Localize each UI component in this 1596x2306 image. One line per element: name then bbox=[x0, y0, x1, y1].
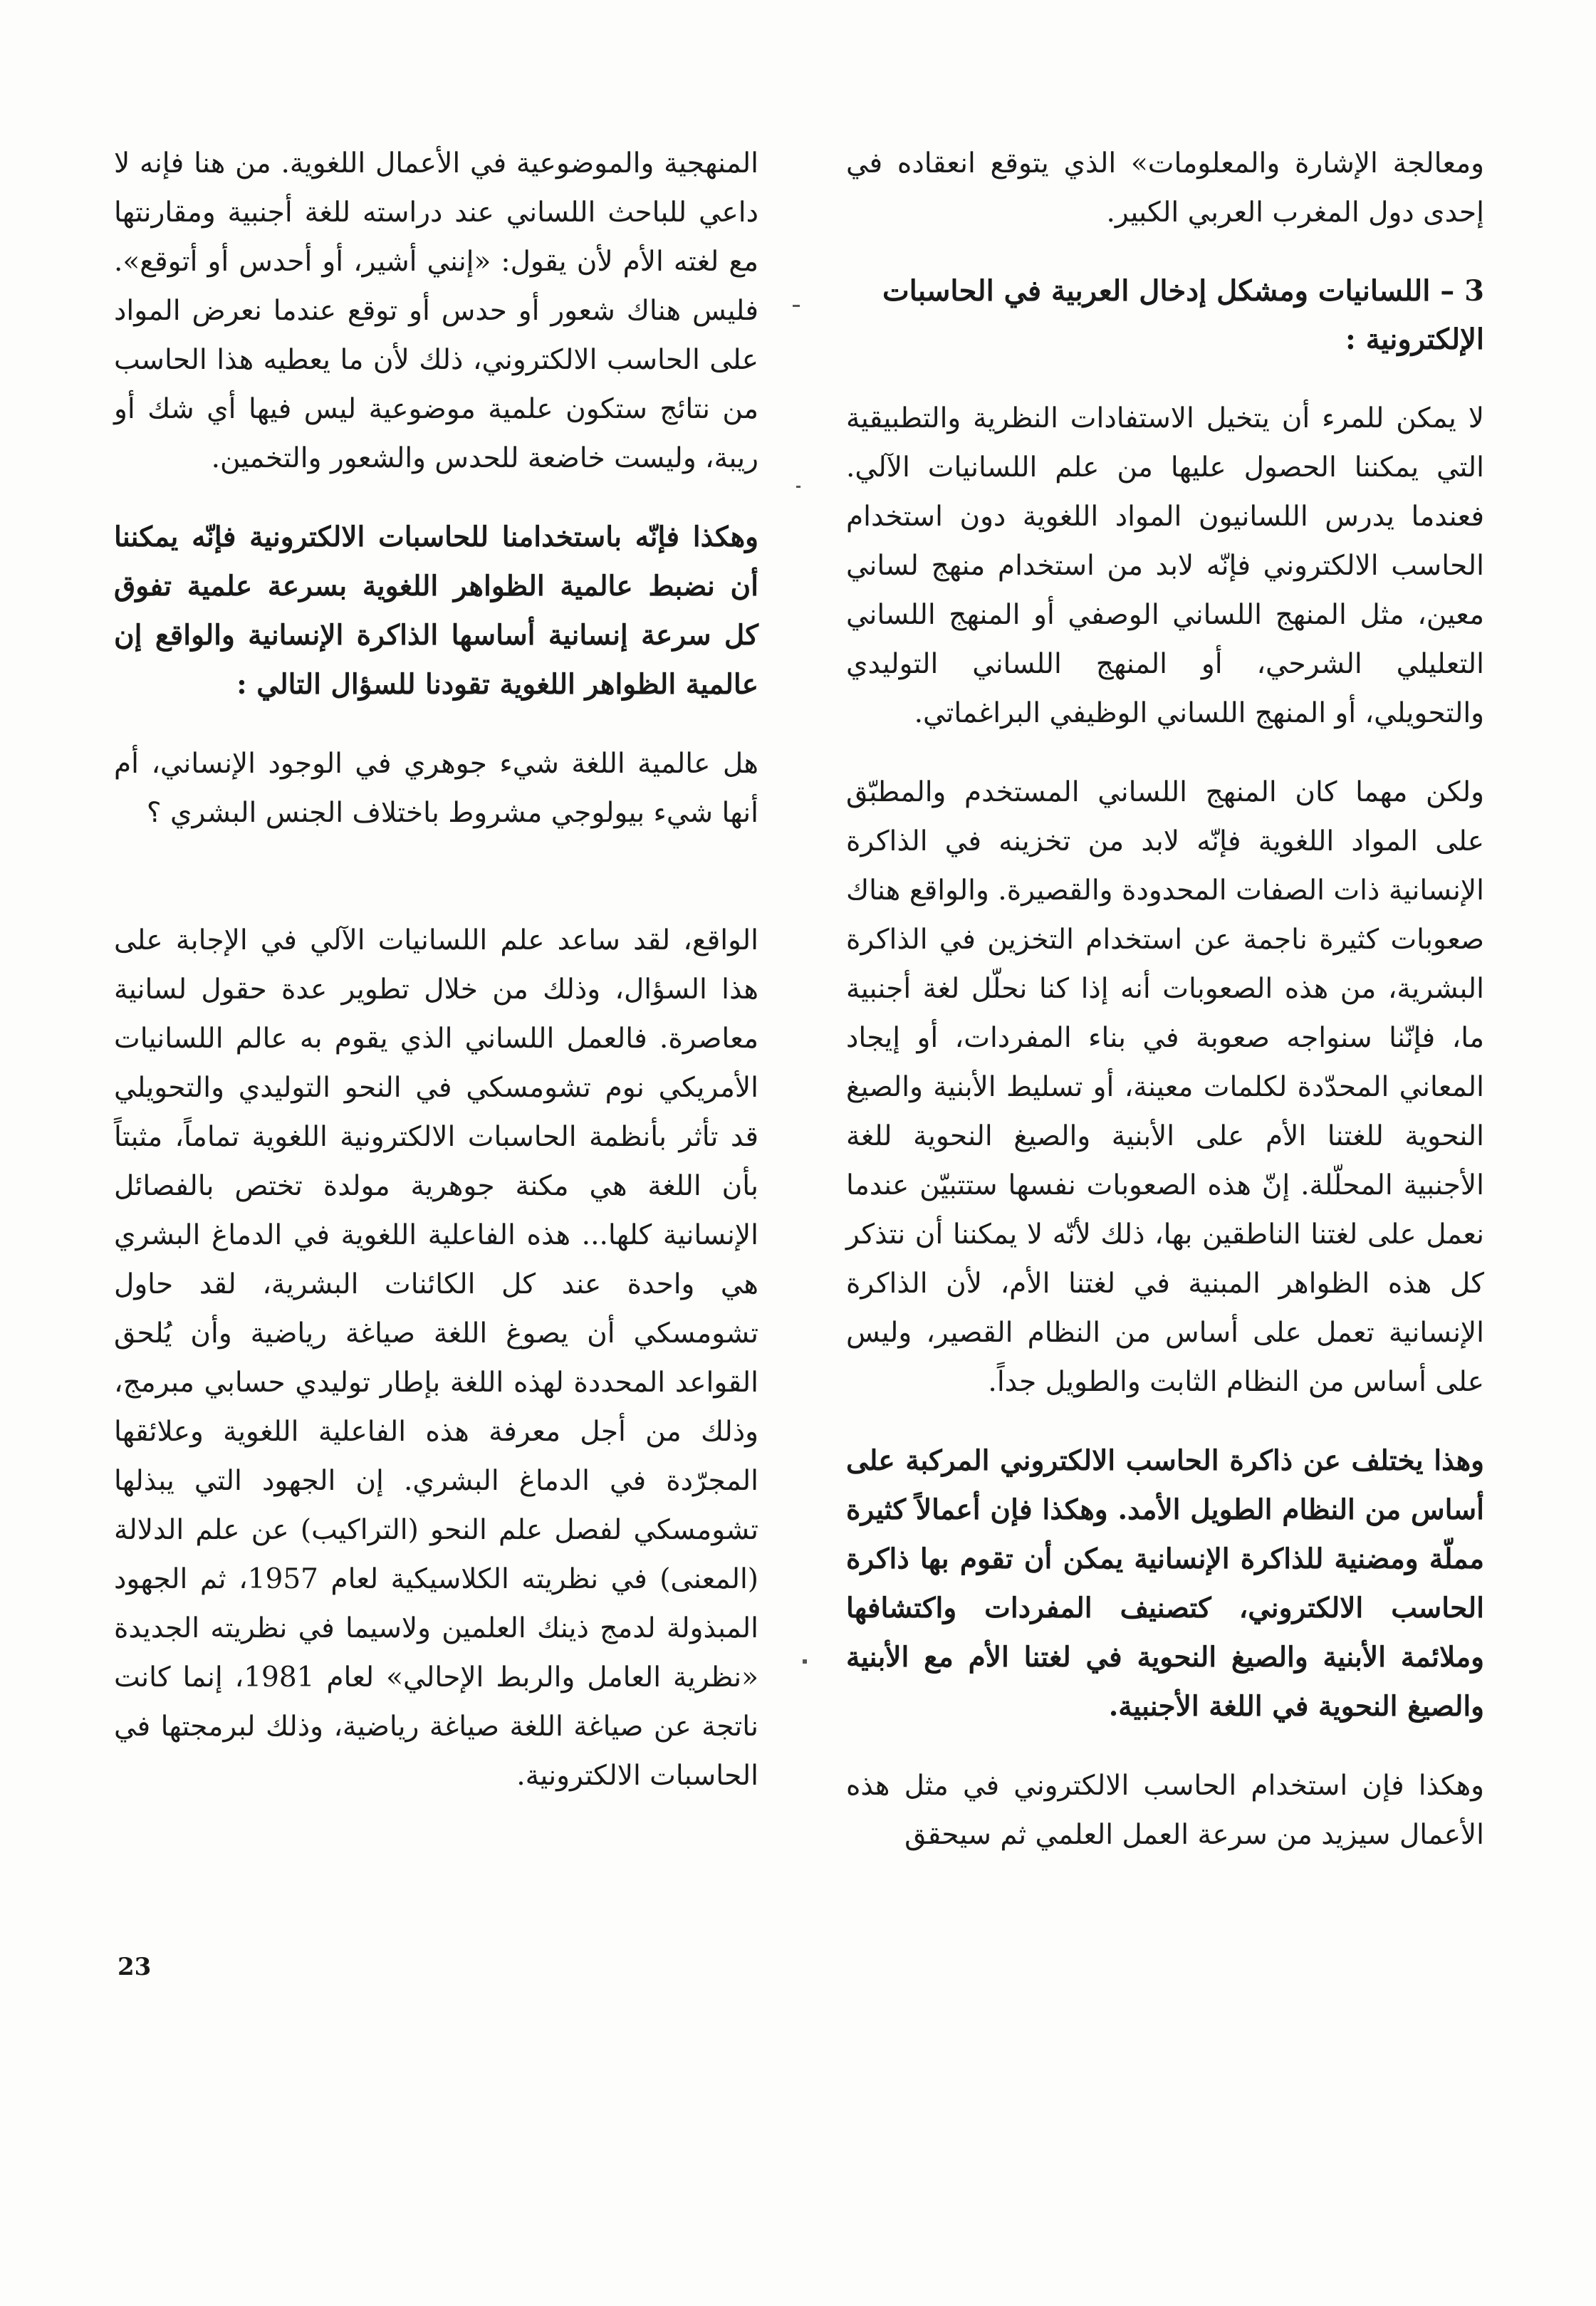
left-paragraph-2: وهكذا فإنّه باستخدامنا للحاسبات الالكترونية فإنّه يمكننا أن نضبط عالمية الظواهر اللغوية بسرعة علمية تفوق كل سرعة إنسانية أساسها الذاكرة الإنسانية والواقع إن عالمية الظواهر اللغوية تقودنا للسؤال التالي : bbox=[114, 521, 758, 701]
page-number: 23 bbox=[118, 1953, 152, 1981]
scan-speck bbox=[796, 486, 800, 488]
left-column bbox=[114, 139, 758, 1830]
right-column bbox=[846, 139, 1484, 1889]
left-paragraph-1: المنهجية والموضوعية في الأعمال اللغوية. من هنا فإنه لا داعي للباحث اللساني عند دراسته للغة أجنبية ومقارنتها مع لغته الأم لأن يقول: «إنني أشير، أو أحدس أو أتوقع». فليس هناك شعور أو حدس أو توقع عندما نعرض المواد على الحاسب الالكتروني، ذلك لأن ما يعطيه هذا الحاسب من نتائج ستكون علمية موضوعية ليس فيها أي شك أو ريبة، وليست خاضعة للحدس والشعور والتخمين. bbox=[114, 147, 758, 474]
left-paragraph-3: الواقع، لقد ساعد علم اللسانيات الآلي في الإجابة على هذا السؤال، وذلك من خلال تطوير عدة حقول لسانية معاصرة. فالعمل اللساني الذي يقوم به عالم اللسانيات الأمريكي نوم تشومسكي في النحو التوليدي والتحويلي قد تأثر بأنظمة الحاسبات الالكترونية اللغوية تماماً، مثبتاً بأن اللغة هي مكنة جوهرية مولدة تختص بالفصائل الإنسانية كلها... هذه الفاعلية اللغوية في الدماغ البشري هي واحدة عند كل الكائنات البشرية، لقد حاول تشومسكي أن يصوغ اللغة صياغة رياضية وأن يُلحق القواعد المحددة لهذه اللغة بإطار توليدي حسابي مبرمج، وذلك من أجل معرفة هذه الفاعلية اللغوية وعلائقها المجرّدة في الدماغ البشري. إن الجهود التي يبذلها تشومسكي لفصل علم النحو (التراكيب) عن علم الدلالة (المعنى) في نظريته الكلاسيكية لعام 1957، ثم الجهود المبذولة لدمج ذينك العلمين ولاسيما في نظريته الجديدة «نظرية العامل والربط الإحالي» لعام 1981، إنما كانت ناتجة عن صياغة اللغة صياغة رياضية، وذلك لبرمجتها في الحاسبات الالكترونية. bbox=[114, 924, 759, 1792]
right-paragraph-3: ولكن مهما كان المنهج اللساني المستخدم والمطبّق على المواد اللغوية فإنّه لابد من تخزينه في الذاكرة الإنسانية ذات الصفات المحدودة والقصيرة. والواقع هناك صعوبات كثيرة ناجمة عن استخدام التخزين في الذاكرة البشرية، من هذه الصعوبات أنه إذا كنا نحلّل لغة أجنبية ما، فإنّنا سنواجه صعوبة في بناء المفردات، أو إيجاد المعاني المحدّدة لكلمات معينة، أو تسليط الأبنية والصيغ النحوية للغتنا الأم على الأبنية والصيغ النحوية للغة الأجنبية المحلّلة. إنّ هذه الصعوبات نفسها ستتبيّن عندما نعمل على لغتنا الناطقين بها، ذلك لأنّه لا يمكننا أن نتذكر كل هذه الظواهر المبنية في لغتنا الأم، لأن الذاكرة الإنسانية تعمل على أساس من النظام القصير، وليس على أساس من النظام الثابت والطويل جداً. bbox=[846, 776, 1484, 1398]
right-paragraph-4: وهذا يختلف عن ذاكرة الحاسب الالكتروني المركبة على أساس من النظام الطويل الأمد. وهكذا فإن أعمالاً كثيرة مملّة ومضنية للذاكرة الإنسانية يمكن أن تقوم بها ذاكرة الحاسب الالكتروني، كتصنيف المفردات واكتشافها وملائمة الأبنية والصيغ النحوية في لغتنا الأم مع الأبنية والصيغ النحوية في اللغة الأجنبية. bbox=[846, 1444, 1484, 1723]
right-paragraph-5: وهكذا فإن استخدام الحاسب الالكتروني في مثل هذه الأعمال سيزيد من سرعة العمل العلمي ثم سيحقق bbox=[846, 1770, 1484, 1851]
section-heading: 3 – اللسانيات ومشكل إدخال العربية في الحاسبات الإلكترونية : bbox=[882, 274, 1484, 356]
right-paragraph-1: ومعالجة الإشارة والمعلومات» الذي يتوقع انعقاده في إحدى دول المغرب العربي الكبير. bbox=[846, 147, 1484, 229]
scan-speck bbox=[793, 305, 800, 307]
scan-speck bbox=[803, 1659, 807, 1664]
question-paragraph: هل عالمية اللغة شيء جوهري في الوجود الإنساني، أم أنها شيء بيولوجي مشروط باختلاف الجنس البشري ؟ bbox=[114, 748, 758, 829]
right-paragraph-2: لا يمكن للمرء أن يتخيل الاستفادات النظرية والتطبيقية التي يمكننا الحصول عليها من علم اللسانيات الآلي. فعندما يدرس اللسانيون المواد اللغوية دون استخدام الحاسب الالكتروني فإنّه لابد من استخدام منهج لساني معين، مثل المنهج اللساني الوصفي أو المنهج اللساني التعليلي الشرحي، أو المنهج اللساني التوليدي والتحويلي، أو المنهج اللساني الوظيفي البراغماتي. bbox=[846, 402, 1484, 729]
